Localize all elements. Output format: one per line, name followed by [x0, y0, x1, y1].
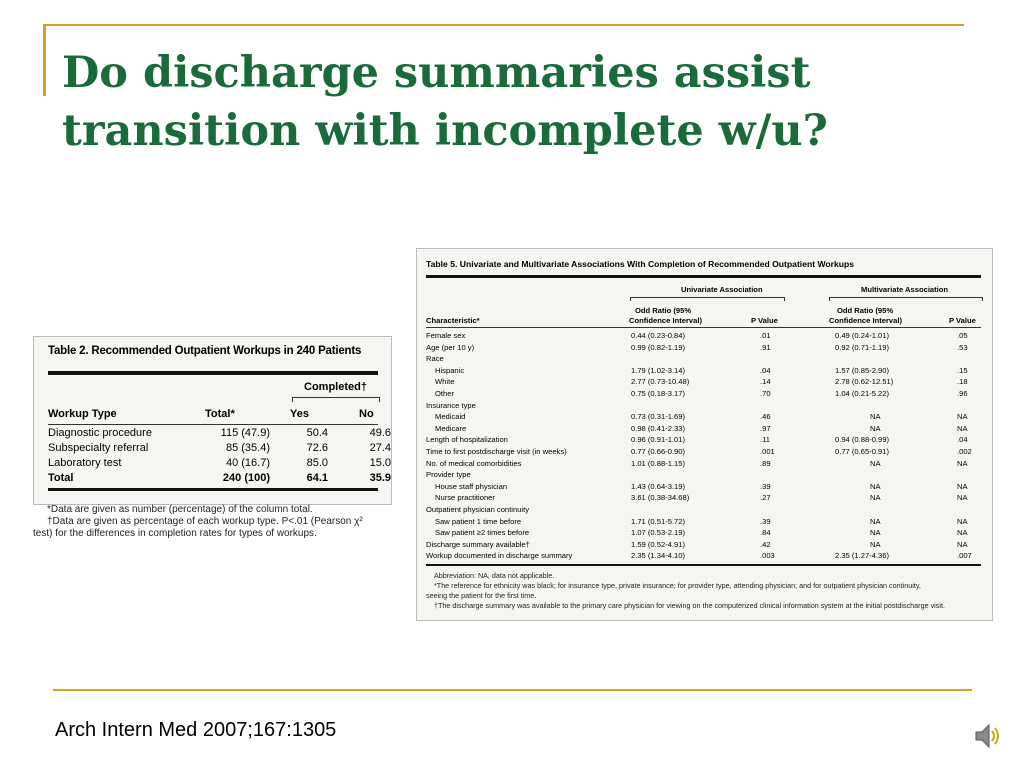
table2-title: Table 2. Recommended Outpatient Workups in 240 Patients: [48, 345, 362, 357]
table-cell-multivariate-or: NA: [870, 493, 881, 503]
table2-group-bracket: [292, 397, 380, 402]
table-row: [426, 354, 986, 365]
table5-header-u-or-1: Odd Ratio (95%: [635, 306, 692, 315]
table-cell-workup-type: Subspecialty referral: [48, 442, 149, 454]
table2-note: †Data are given as percentage of each workup type. P<.01 (Pearson χ²: [47, 516, 363, 527]
table-cell-characteristic: White: [435, 377, 455, 387]
table5-note: *The reference for ethnicity was black; for insurance type, private insurance; for provider type, attending physician; and for outpatient physician continuity,: [434, 581, 921, 590]
table-cell-univariate-or: 0.98 (0.41-2.33): [631, 423, 686, 433]
citation: Arch Intern Med 2007;167:1305: [55, 719, 337, 741]
table-cell-no: 35.9: [369, 472, 391, 484]
table-cell-univariate-p: .46: [760, 412, 771, 422]
table-cell-univariate-or: 0.96 (0.91-1.01): [631, 435, 686, 445]
table-cell-multivariate-p: NA: [957, 493, 968, 503]
table-cell-univariate-p: .42: [760, 539, 771, 549]
table-row: [426, 470, 986, 481]
table-cell-characteristic: Nurse practitioner: [435, 493, 495, 503]
table2-image: [33, 336, 392, 505]
top-accent-line: [43, 24, 964, 26]
table-cell-yes: 50.4: [306, 427, 328, 439]
table-cell-characteristic: Female sex: [426, 331, 466, 340]
table-cell-univariate-or: 0.73 (0.31-1.69): [631, 412, 686, 422]
table-cell-multivariate-or: 1.57 (0.85-2.90): [835, 365, 890, 375]
table-row: [426, 447, 986, 458]
table-cell-multivariate-p: NA: [957, 516, 968, 526]
table-row: [426, 343, 986, 354]
table-cell-multivariate-p: NA: [957, 458, 968, 468]
speaker-icon-graphic: [974, 721, 1002, 751]
table-row: [48, 442, 391, 456]
table2-group-header: Completed†: [304, 381, 367, 393]
table5-header-m-p: P Value: [949, 316, 976, 325]
table-row: [426, 389, 986, 400]
table2-header-rule: [48, 424, 378, 425]
table-cell-no: 27.4: [369, 442, 391, 454]
table-cell-characteristic: Saw patient ≥2 times before: [435, 528, 530, 538]
table-cell-univariate-p: .39: [760, 481, 771, 491]
title-line-2: transition with incomplete w/u?: [62, 106, 828, 156]
left-accent-line: [43, 24, 46, 96]
table5-bottom-rule: [426, 564, 981, 566]
table-cell-univariate-or: 1.01 (0.88-1.15): [631, 458, 686, 468]
table-cell-characteristic: Length of hospitalization: [426, 435, 508, 445]
table-cell-characteristic: Other: [435, 389, 454, 398]
table-cell-yes: 72.6: [306, 442, 328, 454]
table-cell-univariate-p: .003: [760, 551, 775, 561]
table2-header-yes: Yes: [290, 408, 309, 420]
table-row: [426, 366, 986, 377]
table-cell-univariate-p: .91: [760, 342, 771, 352]
table-cell-characteristic: Time to first postdischarge visit (in weeks): [426, 447, 567, 456]
table-cell-multivariate-or: NA: [870, 481, 881, 491]
table-cell-univariate-p: .11: [760, 435, 770, 445]
table5-notes: [426, 571, 986, 611]
table-cell-workup-type: Total: [48, 472, 74, 484]
table-row: [426, 517, 986, 528]
table-row: [426, 528, 986, 539]
table2-note: *Data are given as number (percentage) of the column total.: [47, 504, 313, 515]
title-line-1: Do discharge summaries assist: [62, 48, 811, 98]
table-cell-multivariate-p: NA: [957, 412, 968, 422]
table-cell-multivariate-or: NA: [870, 412, 881, 422]
table-cell-multivariate-or: 1.04 (0.21-5.22): [835, 389, 890, 398]
table5-univariate-bracket: [630, 297, 785, 301]
table-cell-characteristic: Age (per 10 y): [426, 342, 475, 352]
table-cell-multivariate-p: .007: [957, 551, 972, 561]
table-row: [426, 377, 986, 388]
table-cell-characteristic: House staff physician: [435, 481, 508, 491]
table-cell-total: 240 (100): [222, 472, 270, 484]
table-cell-characteristic: Insurance type: [426, 400, 476, 410]
table-cell-univariate-p: .27: [760, 493, 771, 503]
table-cell-univariate-or: 1.07 (0.53-2.19): [631, 528, 686, 538]
table2-header-type: Workup Type: [48, 408, 117, 420]
table-row: [426, 493, 986, 504]
table-cell-characteristic: Saw patient 1 time before: [435, 516, 522, 526]
table-cell-univariate-p: .70: [760, 389, 771, 398]
table-row: [48, 427, 391, 441]
table-cell-multivariate-or: 0.94 (0.88-0.99): [835, 435, 890, 445]
table-cell-multivariate-or: NA: [870, 528, 881, 538]
table-row: [426, 331, 986, 342]
table-row: [426, 551, 986, 562]
table-cell-univariate-p: .04: [760, 365, 771, 375]
table-cell-multivariate-or: 0.92 (0.71-1.19): [835, 342, 890, 352]
table-cell-univariate-or: 2.77 (0.73-10.48): [631, 377, 690, 387]
table5-group-multivariate: Multivariate Association: [861, 285, 949, 294]
table-cell-multivariate-p: NA: [957, 528, 968, 538]
table-cell-characteristic: Medicare: [435, 423, 467, 433]
table-cell-univariate-or: 0.77 (0.66-0.90): [631, 447, 686, 456]
table5-multivariate-bracket: [829, 297, 983, 301]
table-cell-multivariate-or: 0.77 (0.65-0.91): [835, 447, 890, 456]
table2-bottom-rule: [48, 488, 378, 491]
table5-header-rule: [426, 327, 981, 328]
table-cell-multivariate-p: .18: [957, 377, 968, 387]
table-cell-characteristic: Workup documented in discharge summary: [426, 551, 573, 561]
table-cell-multivariate-p: .96: [957, 389, 968, 398]
speaker-icon[interactable]: [974, 721, 1002, 751]
table-cell-multivariate-p: .04: [957, 435, 968, 445]
table-cell-multivariate-p: NA: [957, 481, 968, 491]
table-cell-multivariate-p: NA: [957, 423, 968, 433]
table-row: [426, 505, 986, 516]
table-cell-characteristic: Outpatient physician continuity: [426, 505, 529, 514]
table-cell-yes: 85.0: [306, 457, 328, 469]
table-cell-univariate-or: 2.35 (1.34-4.10): [631, 551, 686, 561]
table-cell-univariate-p: .14: [760, 377, 771, 387]
table-cell-univariate-or: 3.61 (0.38-34.68): [631, 493, 690, 503]
slide-title: [62, 44, 962, 160]
table-cell-multivariate-p: .05: [957, 331, 968, 340]
table2-top-rule: [48, 371, 378, 375]
table5-header-u-p: P Value: [751, 316, 778, 325]
table-row: [426, 412, 986, 423]
table5-note: seeing the patient for the first time.: [426, 591, 537, 600]
table-cell-multivariate-or: 0.49 (0.24-1.01): [835, 331, 890, 340]
table5-header-m-or-2: Confidence Interval): [829, 316, 902, 325]
table-cell-characteristic: Provider type: [426, 470, 471, 480]
table-cell-total: 115 (47.9): [220, 427, 270, 439]
table-cell-total: 85 (35.4): [225, 442, 270, 454]
table-cell-characteristic: Medicaid: [435, 412, 466, 422]
table-cell-univariate-or: 1.71 (0.51-5.72): [631, 516, 686, 526]
table5-header-m-or-1: Odd Ratio (95%: [837, 306, 894, 315]
table5-top-rule: [426, 275, 981, 278]
table-cell-univariate-p: .89: [760, 458, 771, 468]
table2-notes: [33, 504, 393, 540]
table5-header-u-or-2: Confidence Interval): [629, 316, 702, 325]
table-cell-univariate-p: .97: [760, 423, 771, 433]
table-cell-univariate-or: 0.99 (0.82-1.19): [631, 342, 686, 352]
table-cell-multivariate-or: 2.78 (0.62-12.51): [835, 377, 894, 387]
table5-header-characteristic: Characteristic*: [426, 316, 480, 325]
table-cell-multivariate-p: .15: [957, 365, 968, 375]
table-cell-multivariate-or: 2.35 (1.27-4.36): [835, 551, 890, 561]
table-cell-univariate-or: 0.44 (0.23-0.84): [631, 331, 686, 340]
table-row: [48, 457, 391, 471]
table-row: [426, 435, 986, 446]
table-cell-multivariate-or: NA: [870, 458, 881, 468]
table-cell-no: 15.0: [369, 457, 391, 469]
table-cell-multivariate-or: NA: [870, 539, 881, 549]
table5-note: †The discharge summary was available to the primary care physician for viewing on the computerized clinical information system at the initial postdischarge visit.: [434, 601, 945, 610]
table-cell-workup-type: Laboratory test: [48, 457, 122, 469]
table-cell-characteristic: No. of medical comorbidities: [426, 458, 522, 468]
table5-group-univariate: Univariate Association: [681, 285, 763, 294]
table-row: [426, 424, 986, 435]
table2-header-no: No: [359, 408, 374, 420]
table-cell-no: 49.6: [369, 427, 391, 439]
table-cell-multivariate-p: .002: [957, 447, 972, 456]
table-row: [48, 472, 391, 486]
table5-note: Abbreviation: NA, data not applicable.: [434, 571, 555, 580]
table-cell-workup-type: Diagnostic procedure: [48, 427, 152, 439]
table2-note: test) for the differences in completion rates for types of workups.: [33, 528, 317, 539]
table-cell-univariate-p: .01: [760, 331, 771, 340]
table-row: [426, 540, 986, 551]
table5-title: Table 5. Univariate and Multivariate Associations With Completion of Recommended Outpatient Workups: [426, 259, 855, 269]
table-cell-characteristic: Race: [426, 354, 444, 364]
table5-image: [416, 248, 993, 621]
table2-header-total: Total*: [205, 408, 235, 420]
table-cell-multivariate-or: NA: [870, 423, 881, 433]
table-cell-total: 40 (16.7): [225, 457, 270, 469]
table-cell-characteristic: Hispanic: [435, 365, 465, 375]
table-row: [426, 482, 986, 493]
table-cell-univariate-or: 1.79 (1.02-3.14): [631, 365, 686, 375]
bottom-accent-line: [53, 689, 972, 691]
table-cell-multivariate-or: NA: [870, 516, 881, 526]
table-cell-yes: 64.1: [306, 472, 328, 484]
table-cell-univariate-or: 1.43 (0.64-3.19): [631, 481, 686, 491]
table-cell-univariate-p: .001: [760, 447, 775, 456]
table-cell-characteristic: Discharge summary available†: [426, 539, 530, 549]
table-cell-multivariate-p: NA: [957, 539, 968, 549]
table-cell-univariate-or: 0.75 (0.18-3.17): [631, 389, 686, 398]
table-row: [426, 459, 986, 470]
table-cell-univariate-p: .39: [760, 516, 771, 526]
table-cell-multivariate-p: .53: [957, 342, 968, 352]
table-row: [426, 401, 986, 412]
table-cell-univariate-or: 1.59 (0.52-4.91): [631, 539, 686, 549]
table-cell-univariate-p: .84: [760, 528, 771, 538]
